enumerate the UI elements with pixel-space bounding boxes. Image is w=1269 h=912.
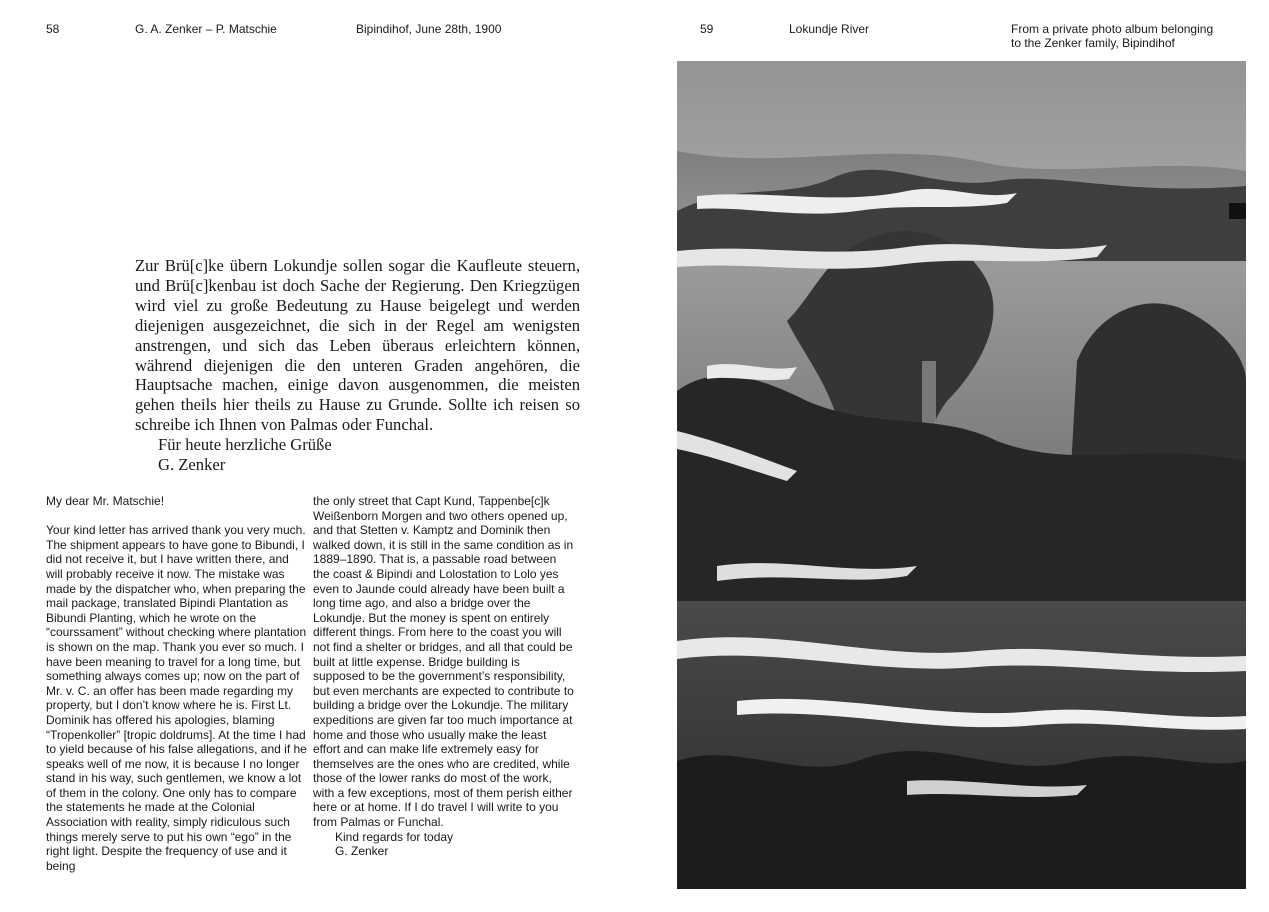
photo-title: Lokundje River [789, 22, 870, 36]
photo-caption-line-1: From a private photo album belonging [1011, 22, 1214, 36]
photo-top-haze [677, 61, 1246, 171]
english-letter-column-1 [46, 494, 308, 873]
left-page-number: 58 [46, 22, 60, 36]
photo-foreground [677, 751, 1246, 889]
german-letter-closing: Für heute herzliche Grüße [158, 435, 332, 455]
english-letter-salutation: My dear Mr. Matschie! [46, 494, 165, 508]
english-letter-column-1-text: Your kind letter has arrived thank you very much. The shipment appears to have gone to Bibundi, I did not receive it, but I have written there, and will probably receive it now. The mistake was made by the dispatcher who, when preparing the mail package, translated Bipindi Plantation as Bibundi Planting, which he wrote on the “courssament” without checking where plantation is shown on the map. Thank you ever so much. I have been meaning to travel for a long time, but something always comes up; now on the part of Mr. v. C. an offer has been made regarding my property, but I don’t know where he is. First Lt. Dominik has offered his apologies, blaming “Tropenkoller” [tropic doldrums]. At the time I had to yield because of his false allegations, and if he speaks well of me now, it is because I no longer stand in his way, such gentlemen, we know a lot of them in the colony. One only has to compare the statements he made at the Colonial Association with reality, simply ridiculous such things merely serve to put his own “ego” in the right light. Despite the frequency of use and it being [46, 523, 307, 873]
photo-illustration [677, 61, 1246, 889]
photo-caption [1011, 22, 1213, 50]
german-letter [135, 256, 580, 475]
german-letter-body: Zur Brü[c]ke übern Lokundje sollen sogar die Kaufleute steuern, und Brü[c]kenbau ist doch Sache der Regierung. Den Kriegzügen wird viel zu große Bedeutung zu Hause beigelegt und werden diejenigen ausgezeichnet, die sich in der Regel am wenigsten anstrengen, und sich das Leben überaus erleichtern können, während diejenigen die den unteren Graden angehören, die Hauptsache machen, einige davon ausgenommen, die meisten gehen theils hier theils zu Hause zu Grunde. Sollte ich reisen so schreibe ich Ihnen von Palmas oder Funchal. [135, 256, 580, 435]
photo-caption-line-2: to the Zenker family, Bipindihof [1011, 36, 1175, 50]
photo-dark-notch [1229, 203, 1246, 219]
english-letter-signature: G. Zenker [335, 844, 389, 859]
english-letter-column-2 [313, 494, 575, 859]
english-letter-closing: Kind regards for today [335, 829, 454, 844]
lokundje-river-photo [677, 61, 1246, 889]
running-head-authors: G. A. Zenker – P. Matschie [135, 22, 277, 36]
english-letter-column-2-text: the only street that Capt Kund, Tappenbe[c]k Weißenborn Morgen and two others opened up, and that Stetten v. Kamptz and Dominik then walked down, it is still in the same condition as in 1889–1890. That is, a passable road between the coast & Bipindi and Lolostation to Lolo yes even to Jaunde could already have been built a long time ago, and also a bridge over the Lokundje. But the money is spent on entirely different things. From here to the coast you will not find a shelter or bridges, and all that could be built at little expense. Bridge building is supposed to be the government’s responsibility, but even merchants are expected to contribute to building a bridge over the Lokundje. The military expeditions are given far too much importance at home and those who usually make the least effort and can make life extremely easy for themselves are the ones who are credited, while those of the lower ranks do most of the work, with a few exceptions, most of them perish either here or at home. If I do travel I will write to you from Palmas or Funchal. [313, 494, 574, 830]
right-page-number: 59 [700, 22, 714, 36]
running-head-place-date: Bipindihof, June 28th, 1900 [356, 22, 502, 36]
german-letter-signature: G. Zenker [158, 455, 226, 475]
